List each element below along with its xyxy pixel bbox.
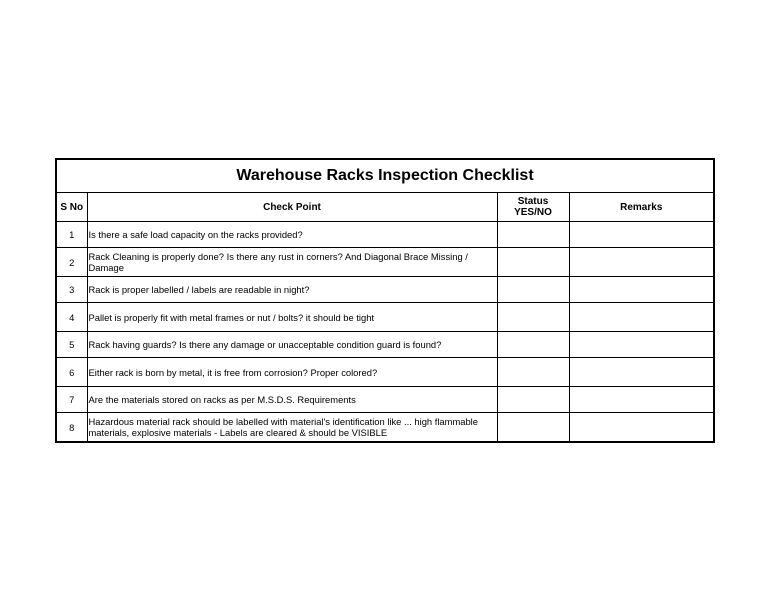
row-remarks-cell[interactable] bbox=[569, 248, 714, 277]
row-remarks-cell[interactable] bbox=[569, 277, 714, 303]
table-row bbox=[56, 387, 714, 413]
row-sno: 7 bbox=[56, 387, 87, 413]
checklist-title: Warehouse Racks Inspection Checklist bbox=[56, 159, 714, 193]
row-sno: 5 bbox=[56, 332, 87, 358]
checklist-table bbox=[55, 158, 715, 443]
table-row bbox=[56, 358, 714, 387]
header-status-line2: YES/NO bbox=[514, 207, 552, 218]
row-status-cell[interactable] bbox=[497, 303, 569, 332]
row-remarks-cell[interactable] bbox=[569, 222, 714, 248]
row-sno: 2 bbox=[56, 248, 87, 277]
row-status-cell[interactable] bbox=[497, 387, 569, 413]
row-sno: 6 bbox=[56, 358, 87, 387]
row-sno: 4 bbox=[56, 303, 87, 332]
row-remarks-cell[interactable] bbox=[569, 332, 714, 358]
row-remarks-cell[interactable] bbox=[569, 358, 714, 387]
table-row bbox=[56, 303, 714, 332]
table-row bbox=[56, 277, 714, 303]
row-status-cell[interactable] bbox=[497, 332, 569, 358]
row-status-cell[interactable] bbox=[497, 358, 569, 387]
header-status bbox=[497, 193, 569, 222]
header-remarks: Remarks bbox=[569, 193, 714, 222]
row-remarks-cell[interactable] bbox=[569, 303, 714, 332]
row-sno: 3 bbox=[56, 277, 87, 303]
table-row bbox=[56, 332, 714, 358]
table-row bbox=[56, 222, 714, 248]
row-remarks-cell[interactable] bbox=[569, 413, 714, 443]
header-row bbox=[56, 193, 714, 222]
inspection-checklist-sheet bbox=[55, 158, 713, 443]
header-sno: S No bbox=[56, 193, 87, 222]
row-check-point: Is there a safe load capacity on the racks provided? bbox=[87, 222, 497, 248]
row-check-point: Rack is proper labelled / labels are readable in night? bbox=[87, 277, 497, 303]
row-status-cell[interactable] bbox=[497, 277, 569, 303]
row-check-point: Either rack is born by metal, it is free from corrosion? Proper colored? bbox=[87, 358, 497, 387]
row-sno: 1 bbox=[56, 222, 87, 248]
row-remarks-cell[interactable] bbox=[569, 387, 714, 413]
row-check-point: Pallet is properly fit with metal frames or nut / bolts? it should be tight bbox=[87, 303, 497, 332]
row-status-cell[interactable] bbox=[497, 413, 569, 443]
row-status-cell[interactable] bbox=[497, 248, 569, 277]
row-sno: 8 bbox=[56, 413, 87, 443]
row-check-point: Are the materials stored on racks as per M.S.D.S. Requirements bbox=[87, 387, 497, 413]
row-status-cell[interactable] bbox=[497, 222, 569, 248]
row-check-point: Rack having guards? Is there any damage or unacceptable condition guard is found? bbox=[87, 332, 497, 358]
row-check-point: Rack Cleaning is properly done? Is there any rust in corners? And Diagonal Brace Missing / Damage bbox=[87, 248, 497, 277]
row-check-point: Hazardous material rack should be labelled with material's identification like ... high flammable materials, explosive materials - Labels are cleared & should be VISIBLE bbox=[87, 413, 497, 443]
table-row bbox=[56, 248, 714, 277]
table-row bbox=[56, 413, 714, 443]
header-status-line1: Status bbox=[517, 196, 549, 207]
header-check-point: Check Point bbox=[87, 193, 497, 222]
